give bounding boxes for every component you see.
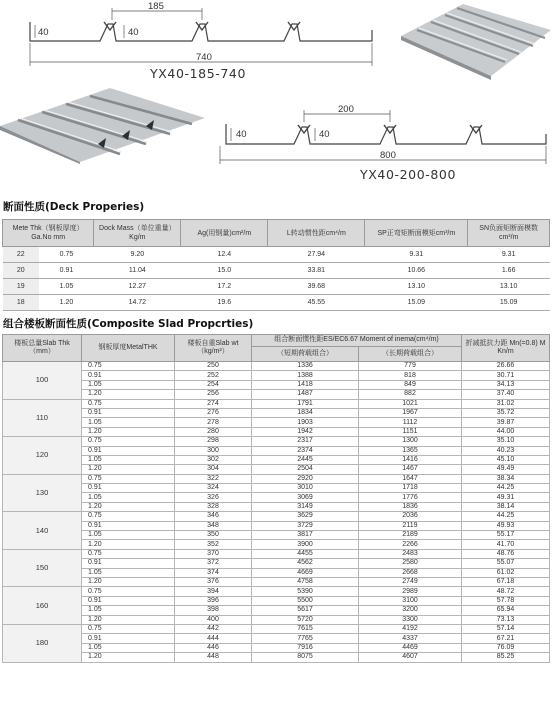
composite-cell: 779 (359, 362, 462, 371)
deck-cell: 33.81 (268, 263, 365, 279)
composite-cell: 324 (175, 484, 252, 493)
composite-row (3, 493, 550, 502)
composite-row (3, 577, 550, 586)
composite-cell: 1416 (359, 455, 462, 464)
composite-cell: 4669 (252, 568, 359, 577)
composite-row (3, 606, 550, 615)
deck-cell: 39.68 (268, 279, 365, 295)
deck-properties-table (2, 219, 550, 311)
composite-cell: 3100 (359, 596, 462, 605)
composite-cell: 1021 (359, 399, 462, 408)
deck-cell: 45.55 (268, 295, 365, 311)
composite-cell: 352 (175, 540, 252, 549)
composite-cell: 1834 (252, 408, 359, 417)
composite-cell: 818 (359, 371, 462, 380)
composite-cell: 254 (175, 380, 252, 389)
composite-row (3, 390, 550, 399)
composite-cell: 3069 (252, 493, 359, 502)
composite-cell: 4192 (359, 624, 462, 633)
slab-thickness-cell: 140 (3, 512, 82, 550)
composite-cell: 38.14 (462, 502, 550, 511)
composite-cell: 0.75 (82, 399, 175, 408)
composite-cell: 41.70 (462, 540, 550, 549)
composite-cell: 67.18 (462, 577, 550, 586)
deck-header-ag: Ag(用钢量)cm²/m (181, 220, 268, 247)
composite-cell: 1647 (359, 474, 462, 483)
composite-cell: 8075 (252, 653, 359, 662)
composite-cell: 252 (175, 371, 252, 380)
composite-cell: 1.20 (82, 577, 175, 586)
composite-row (3, 427, 550, 436)
composite-cell: 0.75 (82, 587, 175, 596)
composite-row (3, 568, 550, 577)
deck-cell: 11.04 (94, 263, 181, 279)
composite-cell: 444 (175, 634, 252, 643)
deck-header-mass: Dock Mass（单位重量）Kg/m (94, 220, 181, 247)
composite-cell: 85.25 (462, 653, 550, 662)
slab-thickness-cell: 100 (3, 362, 82, 400)
composite-cell: 61.02 (462, 568, 550, 577)
composite-cell: 0.91 (82, 559, 175, 568)
composite-cell: 5390 (252, 587, 359, 596)
slab-thickness-cell: 180 (3, 624, 82, 662)
composite-cell: 5500 (252, 596, 359, 605)
deck-cell: 9.20 (94, 247, 181, 263)
deck-cell: 27.94 (268, 247, 365, 263)
composite-cell: 298 (175, 437, 252, 446)
composite-cell: 2036 (359, 512, 462, 521)
composite-cell: 302 (175, 455, 252, 464)
composite-cell: 1.20 (82, 390, 175, 399)
deck-cell: 9.31 (468, 247, 550, 263)
composite-cell: 350 (175, 531, 252, 540)
deck-cell: 12.27 (94, 279, 181, 295)
deck-header-sp: SP正弯矩断面模矩cm³/m (365, 220, 468, 247)
composite-cell: 30.71 (462, 371, 550, 380)
composite-cell: 374 (175, 568, 252, 577)
rib-height-label-2: 40 (236, 129, 247, 140)
composite-cell: 1467 (359, 465, 462, 474)
composite-cell: 346 (175, 512, 252, 521)
slab-thickness-cell: 130 (3, 474, 82, 512)
composite-cell: 2989 (359, 587, 462, 596)
composite-cell: 400 (175, 615, 252, 624)
composite-cell: 49.49 (462, 465, 550, 474)
composite-cell: 4455 (252, 549, 359, 558)
deck-cell: 10.66 (365, 263, 468, 279)
composite-row (3, 408, 550, 417)
composite-cell: 1.05 (82, 380, 175, 389)
composite-cell: 2119 (359, 521, 462, 530)
deck-header-inertia: L转动惯性距cm⁴/m (268, 220, 365, 247)
pitch-label-1: 185 (148, 1, 164, 12)
comp-header-moment: 组合断面惯性距ES/EC6.67 Moment of inema(cm⁴/m) (252, 335, 462, 347)
composite-cell: 3629 (252, 512, 359, 521)
composite-row (3, 465, 550, 474)
composite-cell: 326 (175, 493, 252, 502)
composite-row (3, 437, 550, 446)
composite-cell: 2749 (359, 577, 462, 586)
composite-cell: 372 (175, 559, 252, 568)
deck-cell: 15.09 (365, 295, 468, 311)
slab-thickness-cell: 110 (3, 399, 82, 437)
composite-cell: 34.13 (462, 380, 550, 389)
composite-cell: 1418 (252, 380, 359, 389)
comp-header-metal: 钢板厚度MetalTHK (82, 335, 175, 362)
composite-row (3, 484, 550, 493)
slab-thickness-cell: 160 (3, 587, 82, 625)
deck-cell: 1.66 (468, 263, 550, 279)
composite-cell: 1836 (359, 502, 462, 511)
composite-cell: 0.91 (82, 634, 175, 643)
composite-cell: 35.10 (462, 437, 550, 446)
composite-cell: 446 (175, 643, 252, 652)
composite-row (3, 455, 550, 464)
composite-cell: 1151 (359, 427, 462, 436)
composite-cell: 2445 (252, 455, 359, 464)
composite-cell: 3300 (359, 615, 462, 624)
composite-cell: 1.20 (82, 540, 175, 549)
composite-row (3, 587, 550, 596)
composite-properties-table (2, 334, 550, 663)
composite-cell: 0.91 (82, 371, 175, 380)
composite-cell: 394 (175, 587, 252, 596)
deck-row (3, 295, 550, 311)
composite-cell: 2668 (359, 568, 462, 577)
composite-cell: 3149 (252, 502, 359, 511)
composite-cell: 4469 (359, 643, 462, 652)
deck-row (3, 279, 550, 295)
width-label-1: 740 (196, 52, 212, 63)
deck-cell: 1.20 (39, 295, 94, 311)
composite-cell: 0.75 (82, 474, 175, 483)
deck-header-thk: Mete Thk（钢板厚度）Ga.No mm (3, 220, 94, 247)
composite-cell: 2266 (359, 540, 462, 549)
comp-header-weight: 楼板自重Slab wt（kg/m²） (175, 335, 252, 362)
composite-cell: 1.05 (82, 643, 175, 652)
profile-name-2: YX40-200-800 (360, 167, 457, 182)
composite-cell: 48.76 (462, 549, 550, 558)
deck-photo-1 (395, 0, 553, 80)
composite-cell: 1487 (252, 390, 359, 399)
composite-row (3, 531, 550, 540)
composite-cell: 49.93 (462, 521, 550, 530)
composite-cell: 448 (175, 653, 252, 662)
composite-cell: 1336 (252, 362, 359, 371)
deck-cell: 22 (3, 247, 40, 263)
composite-cell: 3817 (252, 531, 359, 540)
deck-cell: 20 (3, 263, 40, 279)
composite-cell: 73.13 (462, 615, 550, 624)
composite-cell: 2920 (252, 474, 359, 483)
deck-cell: 19 (3, 279, 40, 295)
slab-thickness-cell: 150 (3, 549, 82, 587)
composite-cell: 3010 (252, 484, 359, 493)
composite-row (3, 418, 550, 427)
composite-cell: 1.05 (82, 531, 175, 540)
composite-cell: 300 (175, 446, 252, 455)
composite-cell: 1.20 (82, 465, 175, 474)
deck-cell: 13.10 (468, 279, 550, 295)
composite-cell: 0.75 (82, 437, 175, 446)
composite-row (3, 380, 550, 389)
composite-cell: 0.75 (82, 549, 175, 558)
pitch-label-2: 200 (338, 104, 354, 115)
deck-header-sn: SN负面矩断面模数cm³/m (468, 220, 550, 247)
composite-row (3, 634, 550, 643)
composite-cell: 1776 (359, 493, 462, 502)
composite-cell: 1112 (359, 418, 462, 427)
rib-height-label-1b: 40 (128, 27, 139, 38)
composite-cell: 0.75 (82, 512, 175, 521)
composite-cell: 0.91 (82, 446, 175, 455)
composite-cell: 348 (175, 521, 252, 530)
composite-cell: 7916 (252, 643, 359, 652)
composite-cell: 49.31 (462, 493, 550, 502)
composite-cell: 442 (175, 624, 252, 633)
composite-cell: 31.02 (462, 399, 550, 408)
composite-cell: 256 (175, 390, 252, 399)
comp-header-long: （长期荷载组合） (359, 347, 462, 362)
composite-cell: 304 (175, 465, 252, 474)
composite-cell: 2504 (252, 465, 359, 474)
composite-cell: 274 (175, 399, 252, 408)
composite-cell: 40.23 (462, 446, 550, 455)
deck-cell: 18 (3, 295, 40, 311)
composite-cell: 5617 (252, 606, 359, 615)
composite-cell: 4337 (359, 634, 462, 643)
profile-name-1: YX40-185-740 (150, 66, 247, 81)
composite-cell: 1.05 (82, 493, 175, 502)
slab-thickness-cell: 120 (3, 437, 82, 475)
composite-row (3, 362, 550, 371)
comp-header-slab: 楼板总量Slab Thk（mm） (3, 335, 82, 362)
composite-row (3, 559, 550, 568)
composite-cell: 65.94 (462, 606, 550, 615)
composite-cell: 3729 (252, 521, 359, 530)
composite-cell: 398 (175, 606, 252, 615)
composite-cell: 44.25 (462, 484, 550, 493)
width-label-2: 800 (380, 150, 396, 161)
composite-cell: 76.09 (462, 643, 550, 652)
composite-cell: 1.05 (82, 455, 175, 464)
composite-row (3, 512, 550, 521)
deck-cell: 0.91 (39, 263, 94, 279)
deck-photo-2 (0, 82, 205, 164)
deck-cell: 19.6 (181, 295, 268, 311)
composite-cell: 328 (175, 502, 252, 511)
composite-cell: 57.78 (462, 596, 550, 605)
composite-row (3, 624, 550, 633)
deck-section-title: 断面性质(Deck Properies) (3, 201, 145, 213)
composite-cell: 1791 (252, 399, 359, 408)
composite-cell: 2580 (359, 559, 462, 568)
composite-row (3, 521, 550, 530)
composite-cell: 1.20 (82, 427, 175, 436)
composite-cell: 3900 (252, 540, 359, 549)
composite-cell: 1718 (359, 484, 462, 493)
deck-cell: 17.2 (181, 279, 268, 295)
composite-cell: 376 (175, 577, 252, 586)
rib-height-label-2b: 40 (319, 129, 330, 140)
composite-cell: 2317 (252, 437, 359, 446)
composite-row (3, 540, 550, 549)
composite-cell: 0.75 (82, 624, 175, 633)
composite-cell: 57.14 (462, 624, 550, 633)
deck-cell: 1.05 (39, 279, 94, 295)
composite-cell: 1.20 (82, 653, 175, 662)
deck-cell: 15.09 (468, 295, 550, 311)
composite-cell: 3200 (359, 606, 462, 615)
composite-cell: 1903 (252, 418, 359, 427)
composite-cell: 1.20 (82, 502, 175, 511)
composite-cell: 44.25 (462, 512, 550, 521)
deck-cell: 12.4 (181, 247, 268, 263)
composite-cell: 39.87 (462, 418, 550, 427)
composite-section-title: 组合楼板断面性质(Composite Slad Propcrties) (3, 318, 254, 330)
composite-row (3, 371, 550, 380)
composite-cell: 1300 (359, 437, 462, 446)
composite-row (3, 596, 550, 605)
composite-cell: 276 (175, 408, 252, 417)
deck-cell: 15.0 (181, 263, 268, 279)
composite-row (3, 502, 550, 511)
deck-cell: 14.72 (94, 295, 181, 311)
deck-row (3, 247, 550, 263)
composite-row (3, 643, 550, 652)
composite-cell: 0.91 (82, 484, 175, 493)
composite-cell: 0.91 (82, 596, 175, 605)
composite-row (3, 399, 550, 408)
composite-cell: 7765 (252, 634, 359, 643)
composite-cell: 396 (175, 596, 252, 605)
composite-cell: 37.40 (462, 390, 550, 399)
composite-cell: 4758 (252, 577, 359, 586)
composite-cell: 55.07 (462, 559, 550, 568)
composite-cell: 35.72 (462, 408, 550, 417)
composite-cell: 1388 (252, 371, 359, 380)
deck-cell: 9.31 (365, 247, 468, 263)
composite-cell: 322 (175, 474, 252, 483)
comp-header-short: （短期荷载组合） (252, 347, 359, 362)
deck-cell: 13.10 (365, 279, 468, 295)
deck-cell: 0.75 (39, 247, 94, 263)
deck-row (3, 263, 550, 279)
composite-row (3, 474, 550, 483)
composite-cell: 1365 (359, 446, 462, 455)
composite-row (3, 446, 550, 455)
composite-cell: 280 (175, 427, 252, 436)
composite-cell: 2483 (359, 549, 462, 558)
composite-cell: 278 (175, 418, 252, 427)
rib-height-label-1: 40 (38, 27, 49, 38)
composite-cell: 48.72 (462, 587, 550, 596)
composite-cell: 26.66 (462, 362, 550, 371)
composite-row (3, 549, 550, 558)
comp-header-mn: 折减抵抗力距 Mn(=0.8) M Kn/m (462, 335, 550, 362)
composite-cell: 67.21 (462, 634, 550, 643)
composite-cell: 0.75 (82, 362, 175, 371)
composite-cell: 0.91 (82, 408, 175, 417)
composite-cell: 1.05 (82, 606, 175, 615)
composite-cell: 0.91 (82, 521, 175, 530)
composite-cell: 849 (359, 380, 462, 389)
composite-cell: 1.20 (82, 615, 175, 624)
composite-cell: 7615 (252, 624, 359, 633)
composite-cell: 4607 (359, 653, 462, 662)
composite-cell: 2189 (359, 531, 462, 540)
composite-cell: 250 (175, 362, 252, 371)
composite-cell: 882 (359, 390, 462, 399)
composite-cell: 2374 (252, 446, 359, 455)
composite-cell: 55.17 (462, 531, 550, 540)
composite-cell: 370 (175, 549, 252, 558)
composite-cell: 44.00 (462, 427, 550, 436)
composite-cell: 5720 (252, 615, 359, 624)
composite-row (3, 615, 550, 624)
composite-cell: 4562 (252, 559, 359, 568)
composite-row (3, 653, 550, 662)
composite-cell: 1967 (359, 408, 462, 417)
composite-cell: 45.10 (462, 455, 550, 464)
composite-cell: 1.05 (82, 418, 175, 427)
composite-cell: 38.34 (462, 474, 550, 483)
composite-cell: 1.05 (82, 568, 175, 577)
composite-cell: 1942 (252, 427, 359, 436)
